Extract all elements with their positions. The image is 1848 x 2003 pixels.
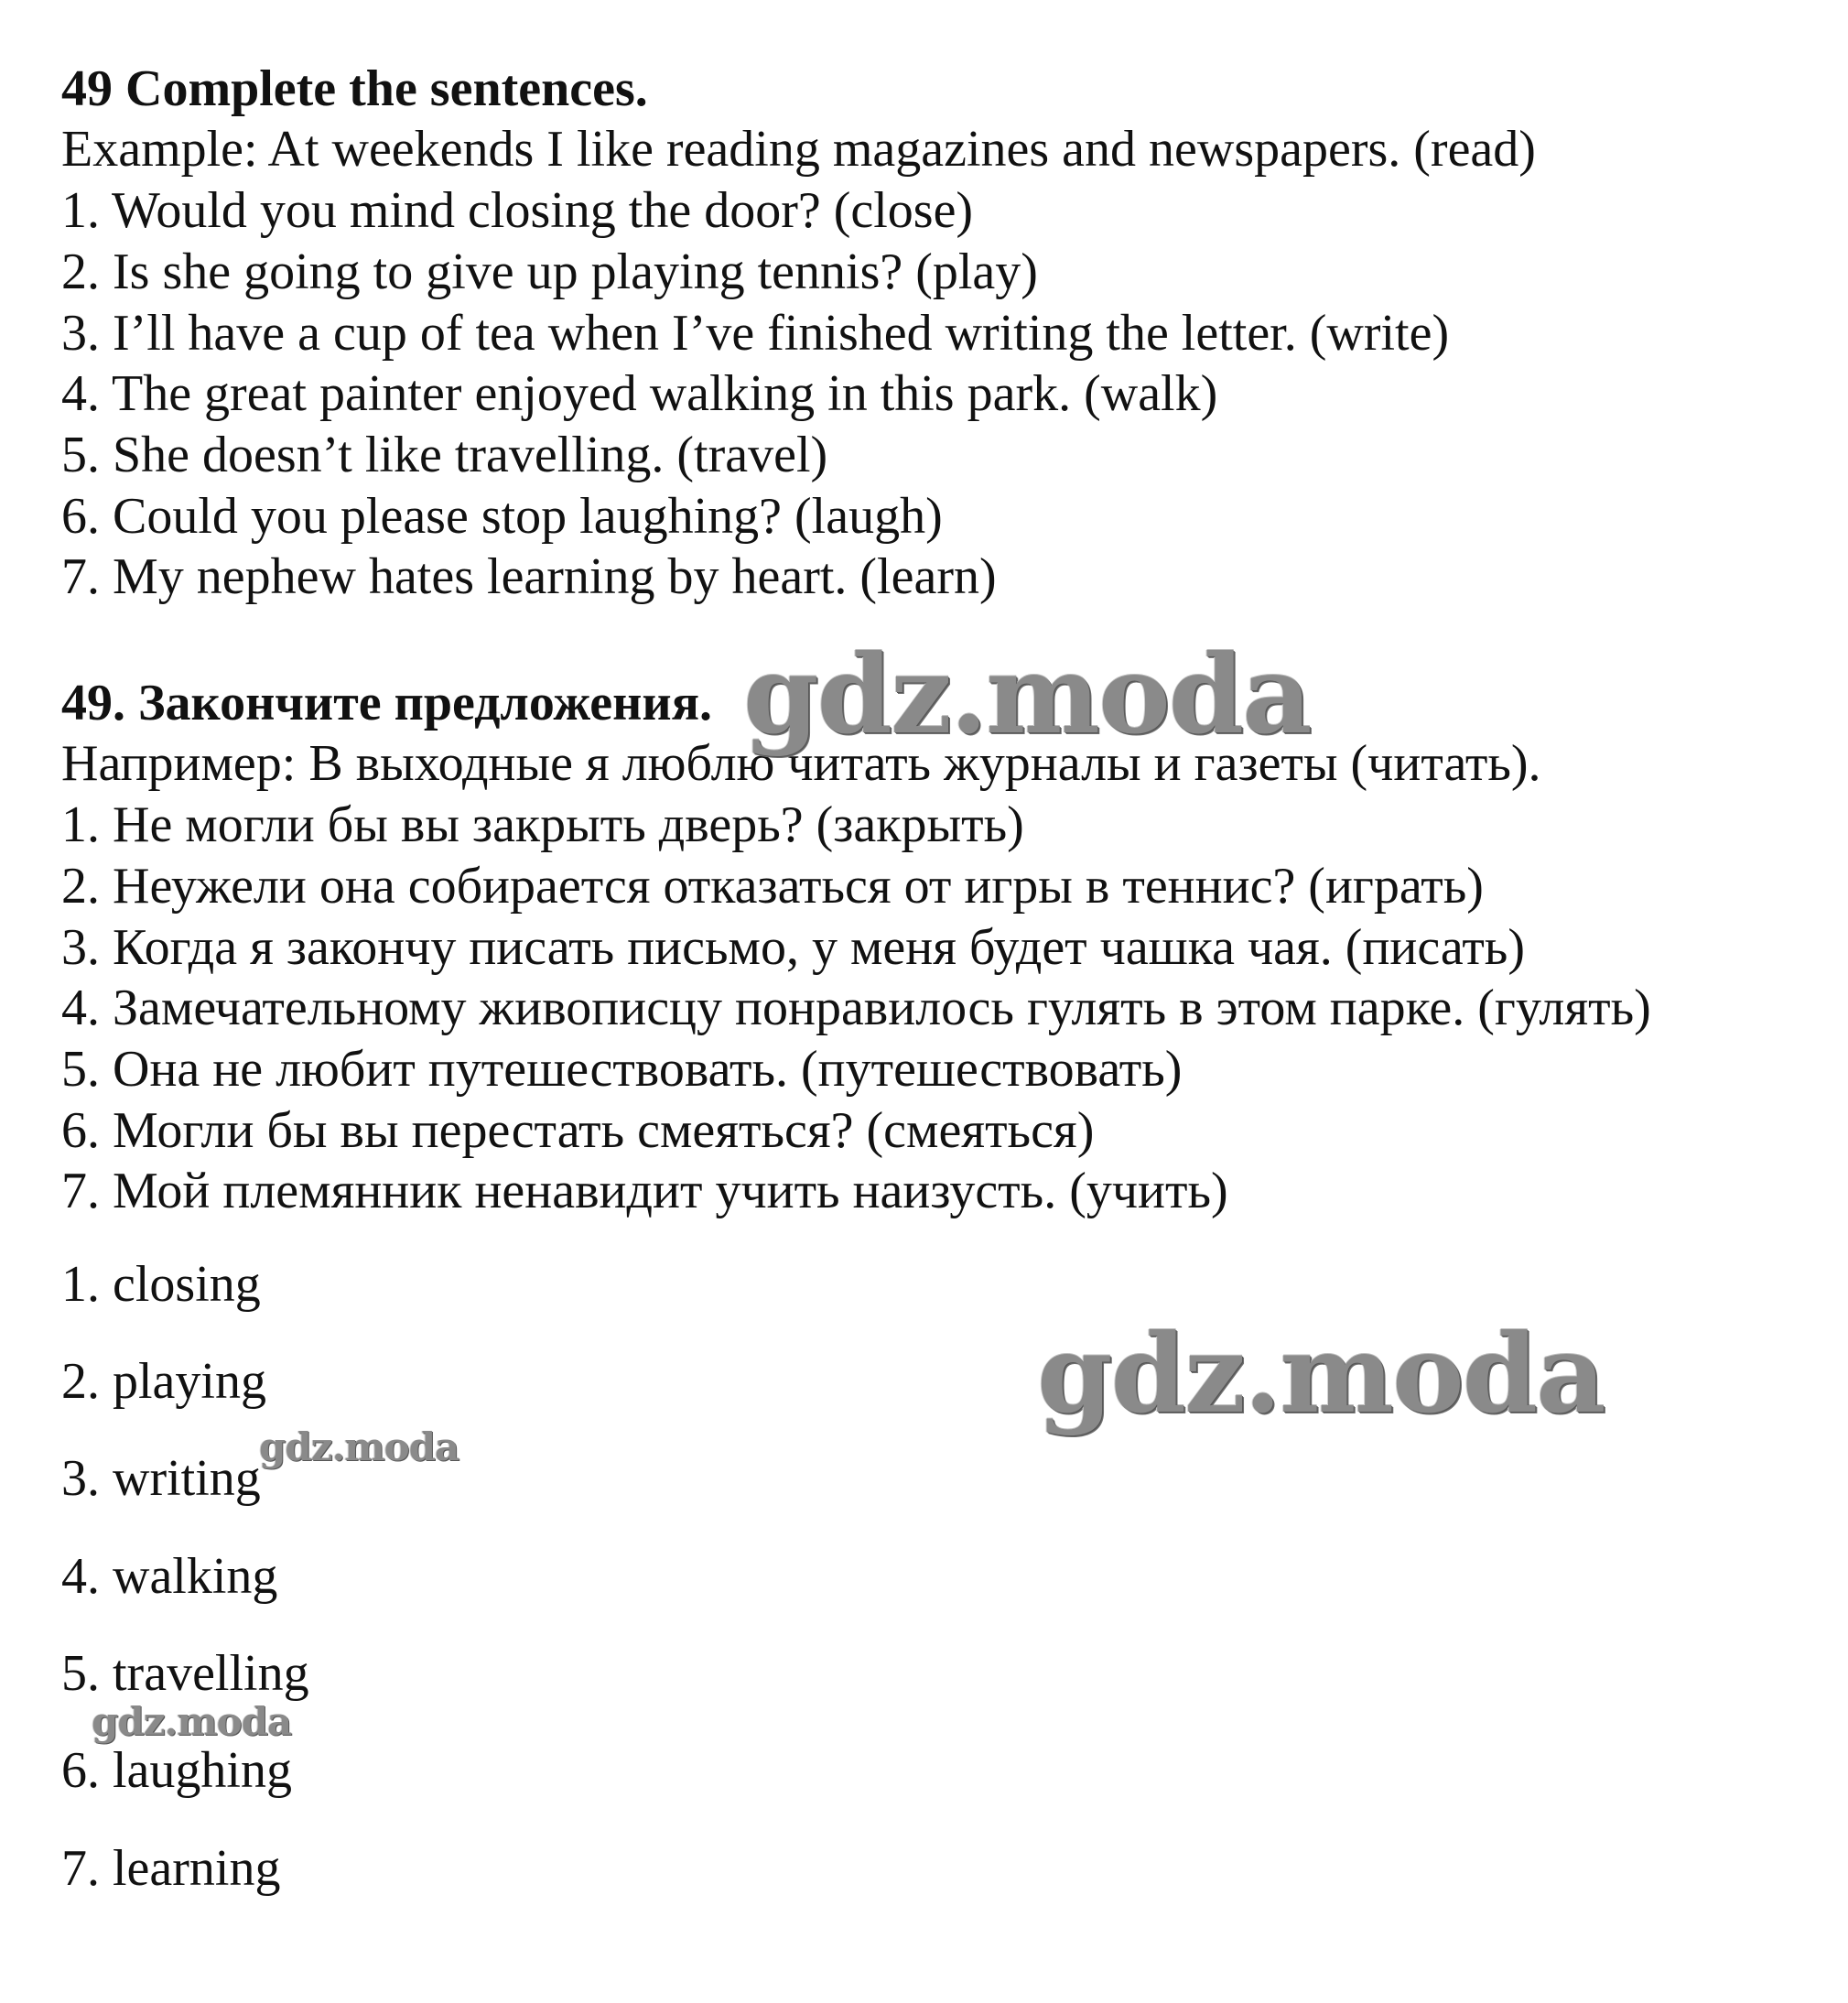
watermark-logo-4: gdz.moda <box>92 1699 292 1744</box>
exercise-title-english: 49 Complete the sentences. <box>61 60 648 117</box>
answer-2: 2. playing <box>61 1353 266 1410</box>
sentence-russian-6: 6. Могли бы вы перестать смеяться? (смеяться) <box>61 1102 1095 1159</box>
sentence-english-7: 7. My nephew hates learning by heart. (learn) <box>61 548 997 605</box>
answer-6: 6. laughing <box>61 1742 292 1799</box>
sentence-russian-2: 2. Неужели она собирается отказаться от игры в теннис? (играть) <box>61 858 1484 915</box>
answer-5: 5. travelling <box>61 1645 309 1702</box>
sentence-russian-7: 7. Мой племянник ненавидит учить наизусть. (учить) <box>61 1163 1228 1219</box>
sentence-english-3: 3. I’ll have a cup of tea when I’ve finished writing the letter. (write) <box>61 305 1450 362</box>
sentence-english-4: 4. The great painter enjoyed walking in this park. (walk) <box>61 365 1218 422</box>
sentence-russian-3: 3. Когда я закончу писать письмо, у меня будет чашка чая. (писать) <box>61 919 1525 976</box>
answer-4: 4. walking <box>61 1548 278 1605</box>
answer-7: 7. learning <box>61 1840 281 1897</box>
sentence-russian-5: 5. Она не любит путешествовать. (путешествовать) <box>61 1041 1183 1098</box>
sentence-english-6: 6. Could you please stop laughing? (laugh) <box>61 488 943 545</box>
watermark-logo-2: gdz.moda <box>1037 1310 1605 1437</box>
sentence-russian-1: 1. Не могли бы вы закрыть дверь? (закрыть) <box>61 796 1024 853</box>
sentence-english-1: 1. Would you mind closing the door? (close) <box>61 182 974 239</box>
answer-1: 1. closing <box>61 1256 261 1313</box>
example-russian: Например: В выходные я люблю читать журналы и газеты (читать). <box>61 735 1541 792</box>
example-english: Example: At weekends I like reading magazines and newspapers. (read) <box>61 121 1536 178</box>
sentence-english-2: 2. Is she going to give up playing tennis? (play) <box>61 244 1038 300</box>
watermark-logo-1: gdz.moda <box>743 631 1311 758</box>
sentence-english-5: 5. She doesn’t like travelling. (travel) <box>61 427 828 483</box>
watermark-logo-3: gdz.moda <box>259 1424 459 1469</box>
answer-3: 3. writing <box>61 1450 261 1507</box>
exercise-title-russian: 49. Закончите предложения. <box>61 675 712 731</box>
sentence-russian-4: 4. Замечательному живописцу понравилось гулять в этом парке. (гулять) <box>61 980 1651 1036</box>
